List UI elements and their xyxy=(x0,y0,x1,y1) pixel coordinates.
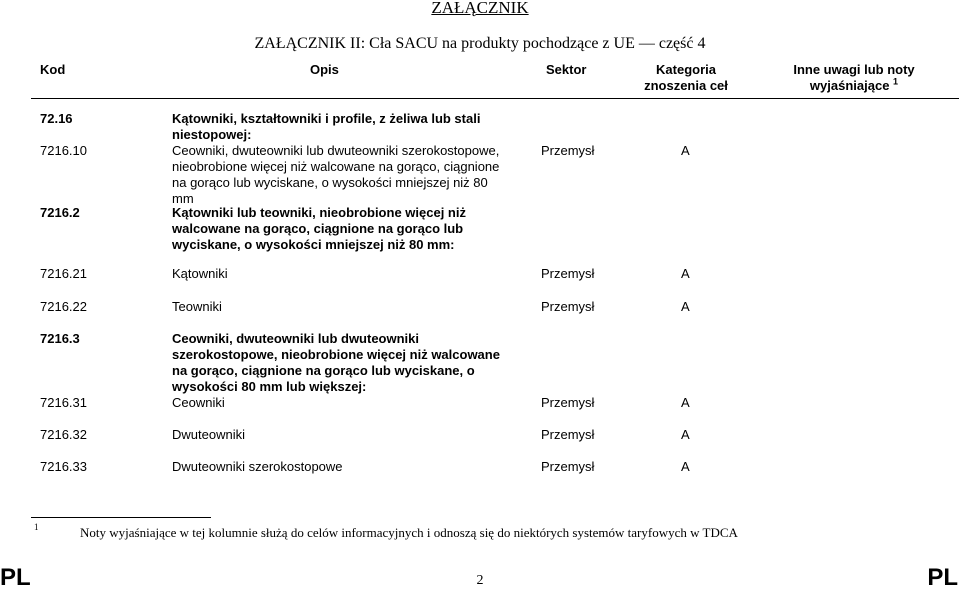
header-remarks-text: wyjaśniające xyxy=(809,78,890,93)
row-code: 7216.21 xyxy=(40,266,87,281)
row-category: A xyxy=(681,427,690,442)
row-category: A xyxy=(681,395,690,410)
row-code: 7216.33 xyxy=(40,459,87,474)
document-subtitle: ZAŁĄCZNIK II: Cła SACU na produkty pochodzące z UE — część 4 xyxy=(254,35,706,52)
row-category: A xyxy=(681,266,690,281)
row-code: 7216.2 xyxy=(40,205,80,220)
row-description: Kątowniki, kształtowniki i profile, z żeliwa lub stali niestopowej: xyxy=(172,111,481,142)
header-category xyxy=(626,62,746,94)
row-code: 7216.3 xyxy=(40,331,80,346)
row-sector: Przemysł xyxy=(541,427,595,442)
row-code: 7216.22 xyxy=(40,299,87,314)
row-description: Ceowniki xyxy=(172,395,225,410)
row-sector: Przemysł xyxy=(541,143,595,158)
header-category-line1: Kategoria xyxy=(656,62,716,77)
row-description: Dwuteowniki xyxy=(172,427,245,442)
header-category-line2: znoszenia ceł xyxy=(644,78,728,93)
row-sector: Przemysł xyxy=(541,266,595,281)
row-description: Dwuteowniki szerokostopowe xyxy=(172,459,343,474)
row-code: 7216.32 xyxy=(40,427,87,442)
header-divider xyxy=(31,98,959,99)
row-category: A xyxy=(681,143,690,158)
footnote-ref: 1 xyxy=(893,76,899,87)
row-code: 7216.10 xyxy=(40,143,87,158)
footer-language-right: PL xyxy=(927,564,958,591)
row-code: 7216.31 xyxy=(40,395,87,410)
row-sector: Przemysł xyxy=(541,299,595,314)
row-description: Kątowniki xyxy=(172,266,228,281)
row-description: Teowniki xyxy=(172,299,222,314)
header-remarks-line1: Inne uwagi lub noty xyxy=(793,62,915,77)
row-category: A xyxy=(681,459,690,474)
page-number: 2 xyxy=(476,573,484,588)
footer-language-left: PL xyxy=(0,564,31,591)
footnote-number: 1 xyxy=(34,522,39,532)
footnote-text: Noty wyjaśniające w tej kolumnie służą do celów informacyjnych i odnoszą się do niektórych systemów taryfowych w TDCA xyxy=(80,525,738,540)
row-description: Ceowniki, dwuteowniki lub dwuteowniki szerokostopowe, nieobrobione więcej niż walcowane na gorąco, ciągnione na gorąco lub wyciskane, o wysokości 80 mm lub większej: xyxy=(172,331,500,394)
header-sector: Sektor xyxy=(546,62,587,77)
row-sector: Przemysł xyxy=(541,459,595,474)
footnote-divider xyxy=(31,517,211,518)
row-category: A xyxy=(681,299,690,314)
header-remarks-line2 xyxy=(774,78,934,94)
row-code: 72.16 xyxy=(40,111,73,126)
row-sector: Przemysł xyxy=(541,395,595,410)
header-remarks xyxy=(774,62,934,94)
document-title: ZAŁĄCZNIK xyxy=(431,0,529,17)
row-description: Kątowniki lub teowniki, nieobrobione więcej niż walcowane na gorąco, ciągnione na gorąco lub wyciskane, o wysokości mniejszej niż 80 mm: xyxy=(172,205,466,252)
header-description: Opis xyxy=(310,62,339,77)
row-description: Ceowniki, dwuteowniki lub dwuteowniki szerokostopowe, nieobrobione więcej niż walcowane na gorąco, ciągnione na gorąco lub wyciskane, o wysokości mniejszej niż 80 mm xyxy=(172,143,500,206)
header-code: Kod xyxy=(40,62,66,77)
